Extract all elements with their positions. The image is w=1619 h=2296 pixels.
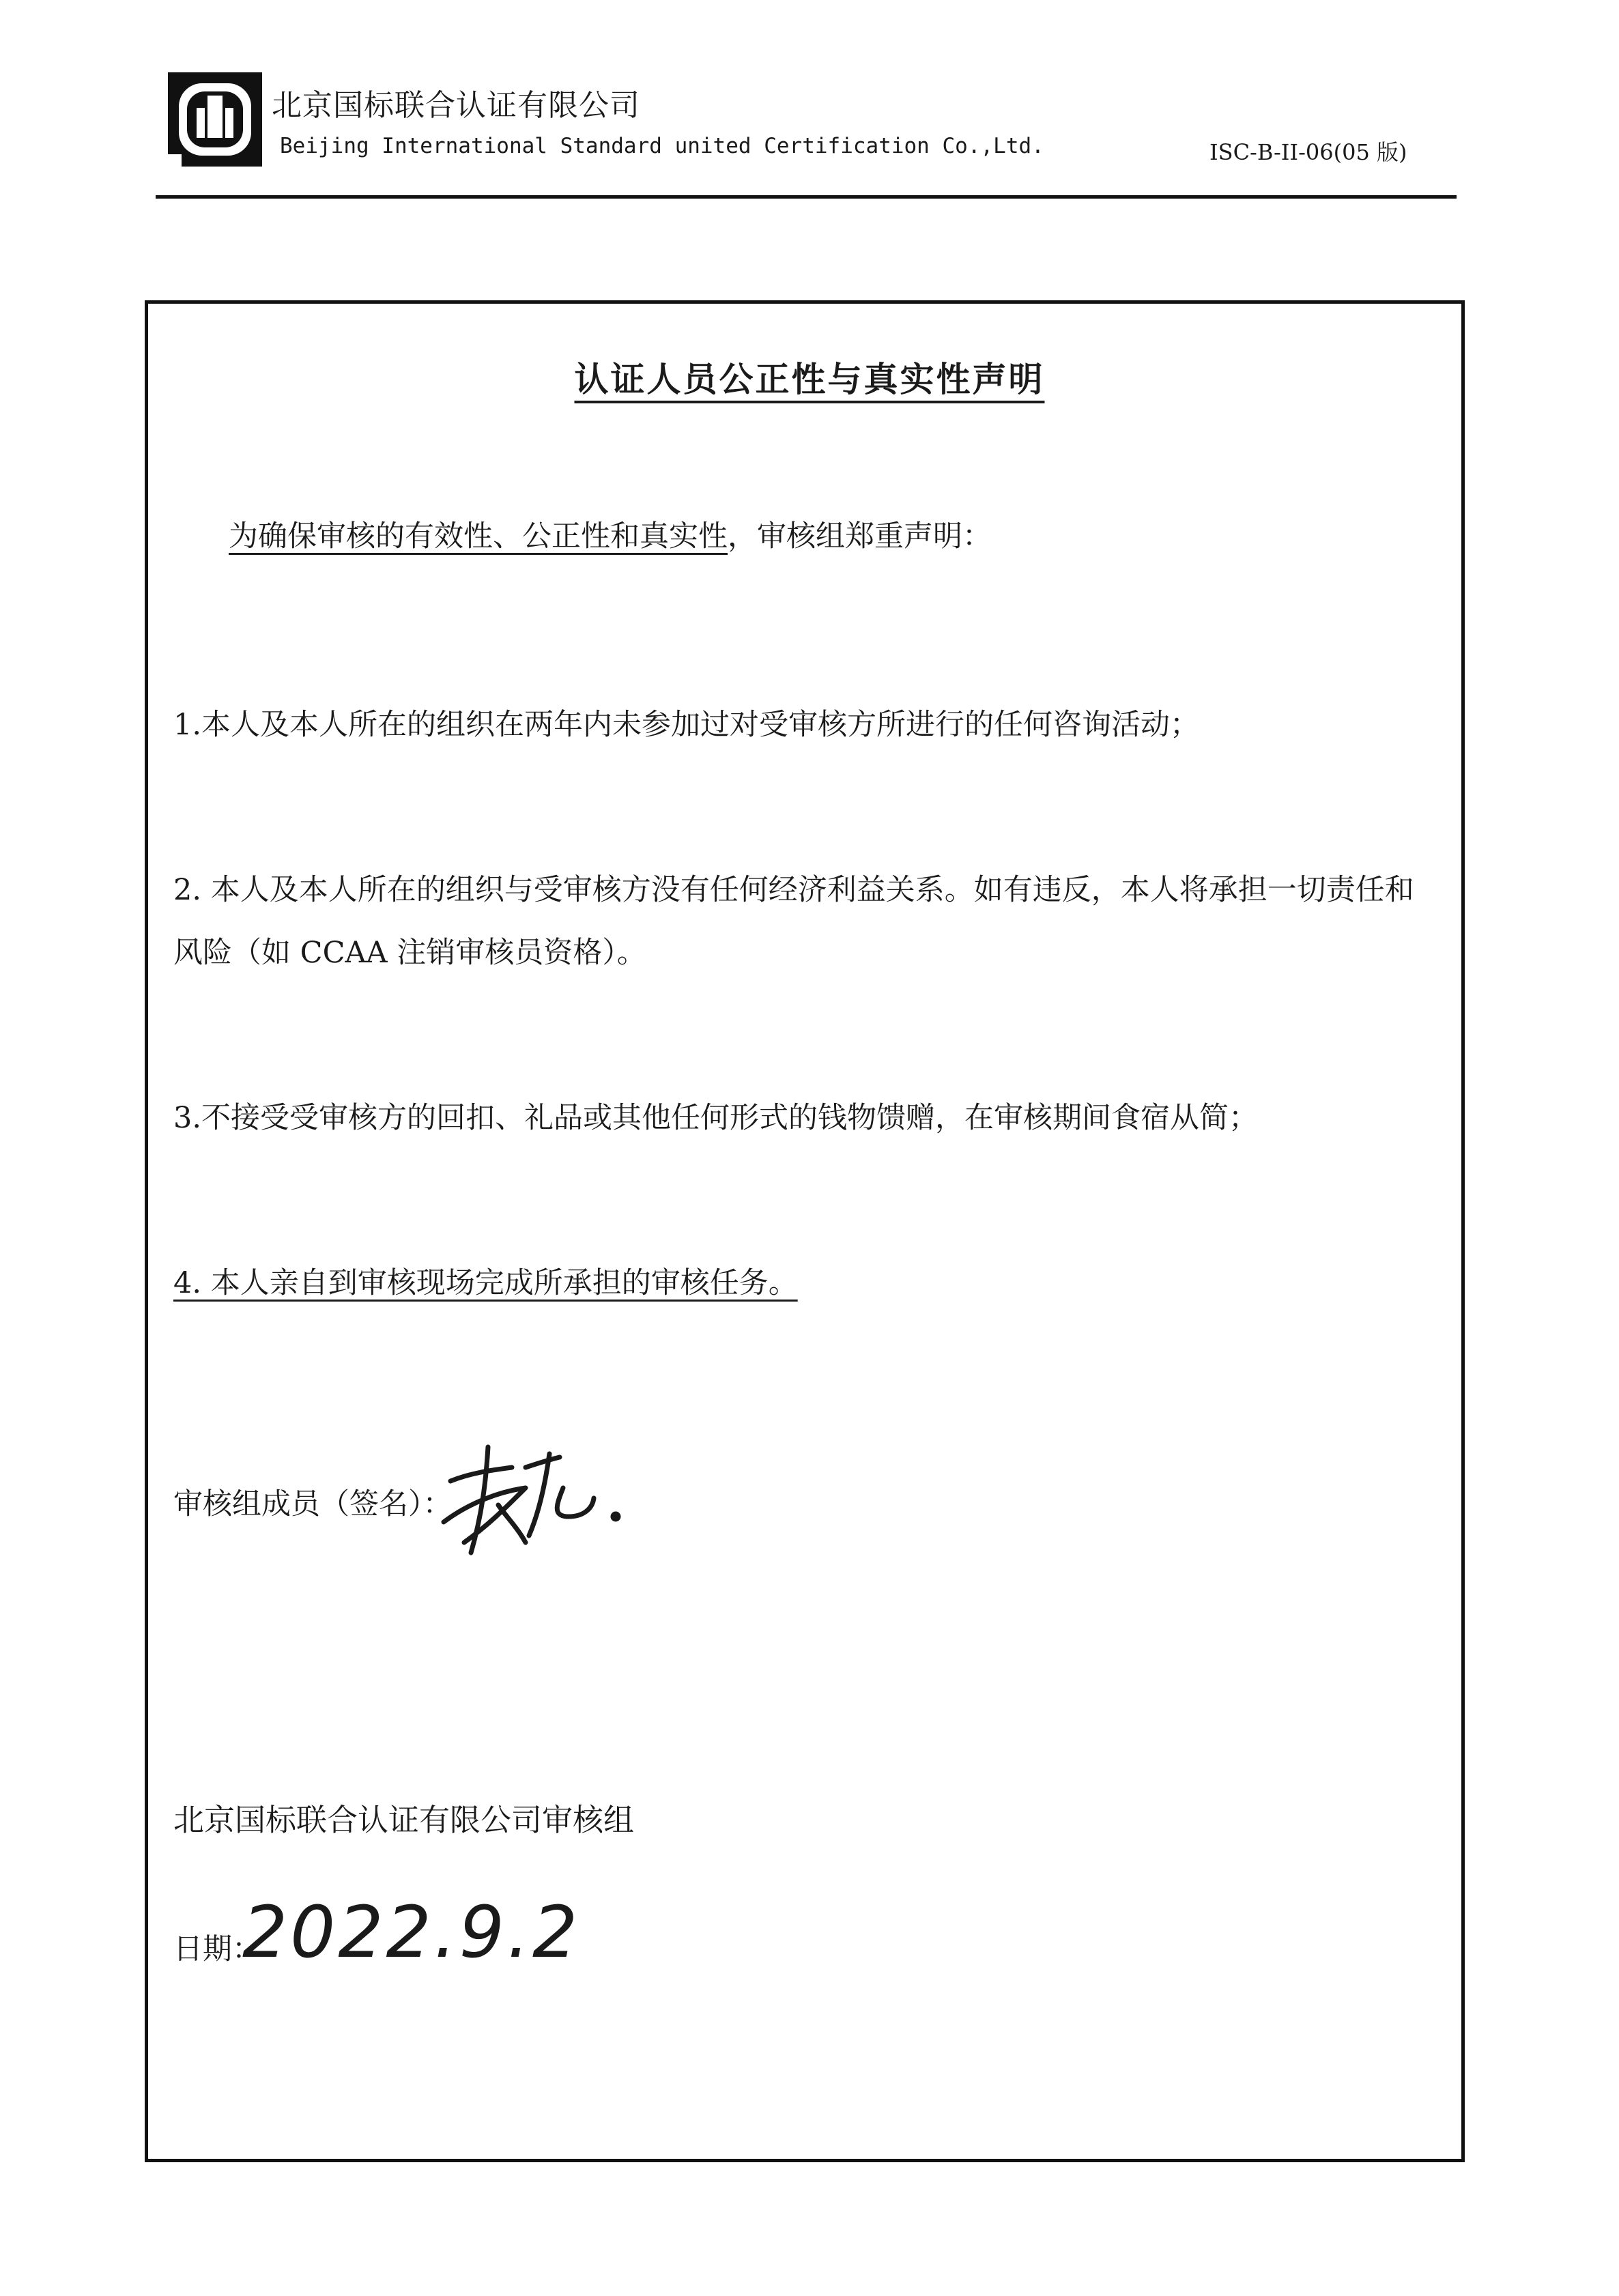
document-title [0,352,1619,401]
declaration-item-3: 3.不接受受审核方的回扣、礼品或其他任何形式的钱物馈赠，在审核期间食宿从简； [173,1101,1259,1135]
intro-rest: ，审核组郑重声明： [728,519,992,554]
declaration-frame [145,300,1465,2162]
header-divider [156,195,1457,199]
company-name-cn: 北京国标联合认证有限公司 [272,88,640,123]
document-title-text: 认证人员公正性与真实性声明 [574,359,1045,399]
intro-underlined: 为确保审核的有效性、公正性和真实性 [229,519,728,554]
document-code: ISC-B-II-06(05 版) [1209,139,1407,165]
date-label: 日期： [173,1932,261,1966]
audit-group-name: 北京国标联合认证有限公司审核组 [173,1802,635,1838]
company-name-en: Beijing International Standard united Certification Co.,Ltd. [280,134,1044,158]
signature-label: 审核组成员（签名）： [173,1487,453,1521]
declaration-item-2-line-1: 2. 本人及本人所在的组织与受审核方没有任何经济利益关系。如有违反，本人将承担一切责任和 [173,873,1414,907]
declaration-item-4-text: 4. 本人亲自到审核现场完成所承担的审核任务。 [173,1266,798,1300]
company-logo-icon [164,68,266,171]
declaration-item-2-line-2: 风险（如 CCAA 注销审核员资格）。 [173,936,646,970]
declaration-item-2 [173,859,1414,984]
handwritten-signature [423,1440,628,1570]
intro-paragraph [229,505,992,568]
declaration-item-1: 1.本人及本人所在的组织在两年内未参加过对受审核方所进行的任何咨询活动； [173,708,1200,742]
handwritten-date: 2022.9.2 [242,1891,581,1974]
declaration-item-4 [173,1252,798,1315]
